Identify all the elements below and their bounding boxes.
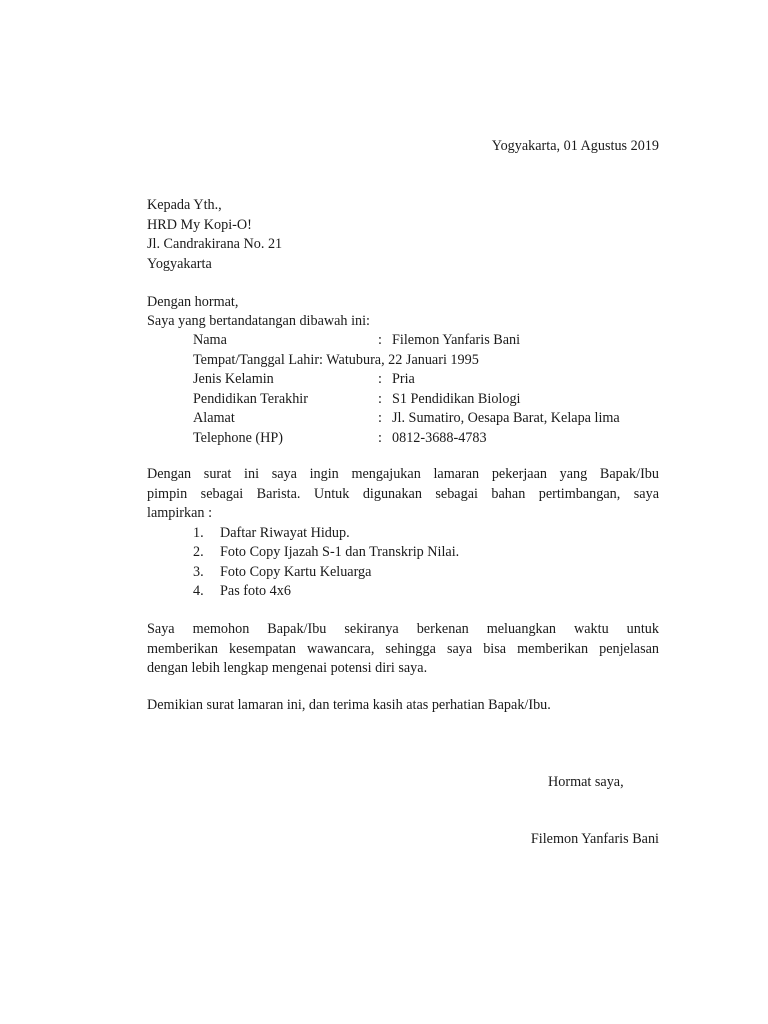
recipient-company: HRD My Kopi-O! (147, 216, 252, 233)
paragraph-line: dengan lebih lengkap mengenai potensi diri saya. (147, 660, 428, 677)
recipient-city: Yogyakarta (147, 255, 212, 272)
paragraph-line: pimpin sebagai Barista. Untuk digunakan sebagai bahan pertimbangan, saya (147, 485, 659, 502)
field-label-name: Nama (193, 332, 227, 348)
paragraph-line: lampirkan : (147, 505, 213, 522)
field-label-gender: Jenis Kelamin (193, 371, 274, 387)
recipient-street: Jl. Candrakirana No. 21 (147, 236, 283, 252)
field-value-education: S1 Pendidikan Biologi (392, 390, 521, 407)
field-value-gender: Pria (392, 371, 415, 387)
field-colon: : (378, 371, 382, 387)
field-colon: : (378, 429, 382, 446)
field-value-address: Jl. Sumatiro, Oesapa Barat, Kelapa lima (392, 410, 620, 426)
sign-off: Hormat saya, (548, 774, 624, 790)
field-value-name: Filemon Yanfaris Bani (392, 332, 521, 348)
list-item: Daftar Riwayat Hidup. (220, 525, 350, 541)
field-colon: : (378, 390, 382, 407)
closing-sentence: Demikian surat lamaran ini, dan terima kasih atas perhatian Bapak/Ibu. (147, 697, 551, 713)
letter-date: Yogyakarta, 01 Agustus 2019 (491, 138, 659, 154)
list-item-number: 1. (193, 525, 204, 541)
greeting: Dengan hormat, (147, 294, 239, 310)
field-colon: : (319, 351, 323, 368)
signer-name: Filemon Yanfaris Bani (530, 831, 659, 847)
field-label-phone: Telephone (HP) (193, 429, 284, 446)
paragraph-line: Saya memohon Bapak/Ibu sekiranya berkenan meluangkan waktu untuk (147, 621, 659, 637)
intro-line: Saya yang bertandatangan dibawah ini: (147, 313, 370, 329)
field-value-phone: 0812-3688-4783 (392, 429, 487, 446)
field-label-education: Pendidikan Terakhir (193, 390, 308, 407)
list-item: Pas foto 4x6 (220, 583, 291, 599)
paragraph-line: memberikan kesempatan wawancara, sehingga saya bisa memberikan penjelasan (147, 640, 659, 657)
paragraph-line: Dengan surat ini saya ingin mengajukan lamaran pekerjaan yang Bapak/Ibu (147, 466, 659, 482)
request-paragraph (147, 620, 659, 679)
field-label-birth: Tempat/Tanggal Lahir (193, 351, 320, 368)
recipient-salutation: Kepada Yth., (147, 197, 222, 213)
field-value-birth: Watubura, 22 Januari 1995 (326, 351, 479, 368)
field-colon: : (378, 410, 382, 426)
list-item: Foto Copy Ijazah S-1 dan Transkrip Nilai. (220, 544, 460, 560)
application-paragraph (147, 465, 659, 524)
list-item-number: 2. (193, 544, 204, 560)
list-item-number: 4. (193, 583, 204, 599)
list-item: Foto Copy Kartu Keluarga (220, 563, 372, 580)
field-colon: : (378, 332, 382, 348)
list-item-number: 3. (193, 563, 204, 580)
field-label-address: Alamat (193, 410, 235, 426)
field-birth (193, 351, 479, 371)
